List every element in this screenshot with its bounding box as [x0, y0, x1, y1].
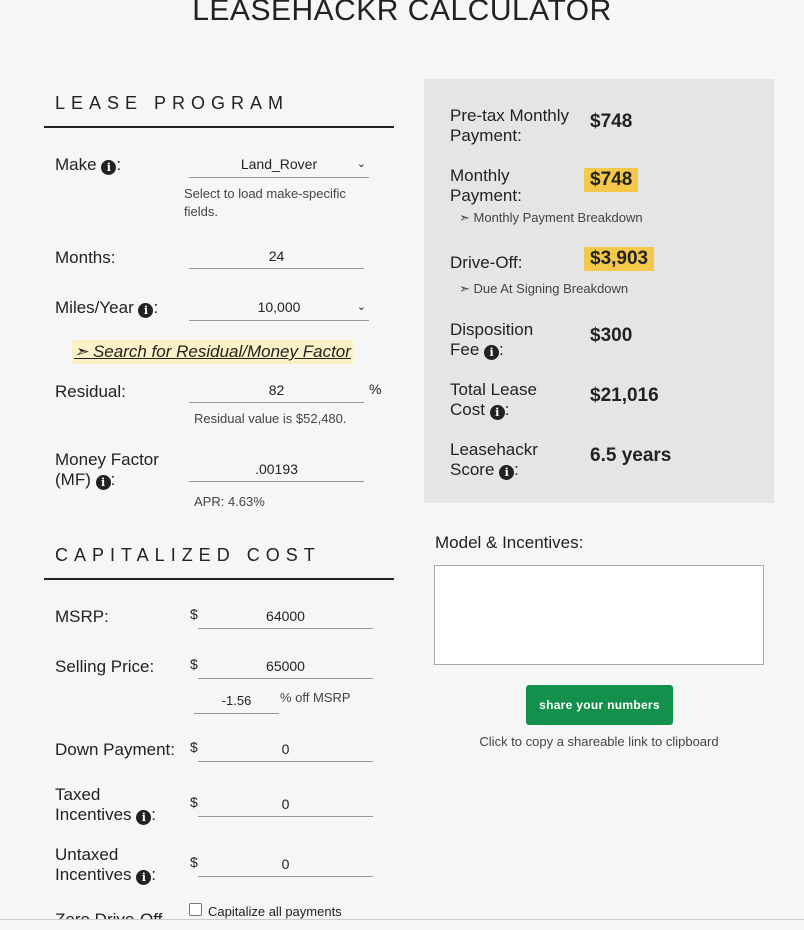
chevron-down-icon: ⌄ [356, 301, 366, 313]
percent-off-input[interactable]: -1.56 [194, 688, 279, 714]
percent-off-hint: % off MSRP [280, 690, 351, 705]
selling-price-label: Selling Price: [55, 657, 155, 676]
info-icon[interactable]: i [96, 475, 111, 490]
months-input[interactable]: 24 [189, 243, 364, 269]
currency-symbol: $ [190, 854, 198, 870]
miles-select[interactable] [189, 295, 369, 321]
results-panel [424, 79, 774, 503]
drive-off-label: Drive-Off: [450, 253, 523, 272]
monthly-breakdown-link[interactable]: ➣ Monthly Payment Breakdown [459, 210, 643, 225]
down-payment-label: Down Payment: [55, 740, 175, 759]
due-at-signing-link[interactable]: ➣ Due At Signing Breakdown [459, 281, 629, 296]
currency-symbol: $ [190, 794, 198, 810]
residual-input[interactable]: 82 [189, 377, 364, 403]
make-label: Make i : [55, 155, 122, 174]
selling-price-input[interactable]: 65000 [198, 653, 373, 679]
make-select[interactable] [189, 152, 369, 178]
info-icon[interactable]: i [136, 870, 151, 885]
capitalize-payments-label: Capitalize all payments [208, 904, 342, 919]
share-numbers-button[interactable]: share your numbers [526, 685, 673, 725]
disposition-fee-value: $300 [590, 325, 633, 346]
page-fold [0, 919, 804, 930]
leasehackr-score-value: 6.5 years [590, 445, 672, 466]
apr-hint: APR: 4.63% [194, 494, 265, 509]
total-lease-cost-value: $21,016 [590, 385, 659, 406]
residual-unit: % [369, 381, 382, 397]
msrp-label: MSRP: [55, 607, 109, 626]
search-residual-link[interactable]: ➣ Search for Residual/Money Factor [72, 340, 353, 364]
drive-off-value: $3,903 [584, 247, 654, 271]
currency-symbol: $ [190, 739, 198, 755]
pretax-monthly-value: $748 [590, 111, 633, 132]
currency-symbol: $ [190, 606, 198, 622]
info-icon[interactable]: i [101, 160, 116, 175]
lease-program-heading: LEASE PROGRAM [44, 93, 394, 128]
down-payment-input[interactable]: 0 [198, 736, 373, 762]
untaxed-incentives-label: Untaxed Incentives i : [55, 845, 157, 884]
pretax-monthly-label: Pre-tax Monthly Payment: [450, 106, 570, 145]
info-icon[interactable]: i [138, 303, 153, 318]
capitalize-payments-checkbox[interactable] [189, 903, 202, 916]
money-factor-input[interactable]: .00193 [189, 456, 364, 482]
taxed-incentives-input[interactable]: 0 [198, 791, 373, 817]
msrp-input[interactable]: 64000 [198, 603, 373, 629]
capitalized-cost-heading: CAPITALIZED COST [44, 545, 394, 580]
disposition-fee-label: Disposition Fee i : [450, 320, 534, 359]
monthly-payment-label: Monthly Payment: [450, 166, 522, 205]
model-incentives-textarea[interactable] [434, 565, 764, 665]
info-icon[interactable]: i [136, 810, 151, 825]
taxed-incentives-label: Taxed Incentives i : [55, 785, 157, 824]
currency-symbol: $ [190, 656, 198, 672]
residual-label: Residual: [55, 382, 126, 401]
page-title: LEASEHACKR CALCULATOR [192, 0, 612, 27]
months-label: Months: [55, 248, 116, 267]
info-icon[interactable]: i [499, 465, 514, 480]
info-icon[interactable]: i [490, 405, 505, 420]
make-select-value: Land_Rover [240, 156, 318, 172]
miles-label: Miles/Year i : [55, 298, 159, 317]
untaxed-incentives-input[interactable]: 0 [198, 851, 373, 877]
total-lease-cost-label: Total Lease Cost i : [450, 380, 537, 419]
info-icon[interactable]: i [484, 345, 499, 360]
residual-hint: Residual value is $52,480. [194, 411, 347, 426]
miles-select-value: 10,000 [257, 299, 301, 315]
model-incentives-label: Model & Incentives: [435, 533, 584, 552]
leasehackr-score-label: Leasehackr Score i : [450, 440, 538, 479]
money-factor-label: Money Factor (MF) i : [55, 450, 159, 489]
chevron-down-icon: ⌄ [356, 158, 366, 170]
share-hint: Click to copy a shareable link to clipboard [479, 734, 719, 749]
monthly-payment-value: $748 [584, 168, 638, 192]
make-hint: Select to load make-specific fields. [184, 186, 346, 219]
